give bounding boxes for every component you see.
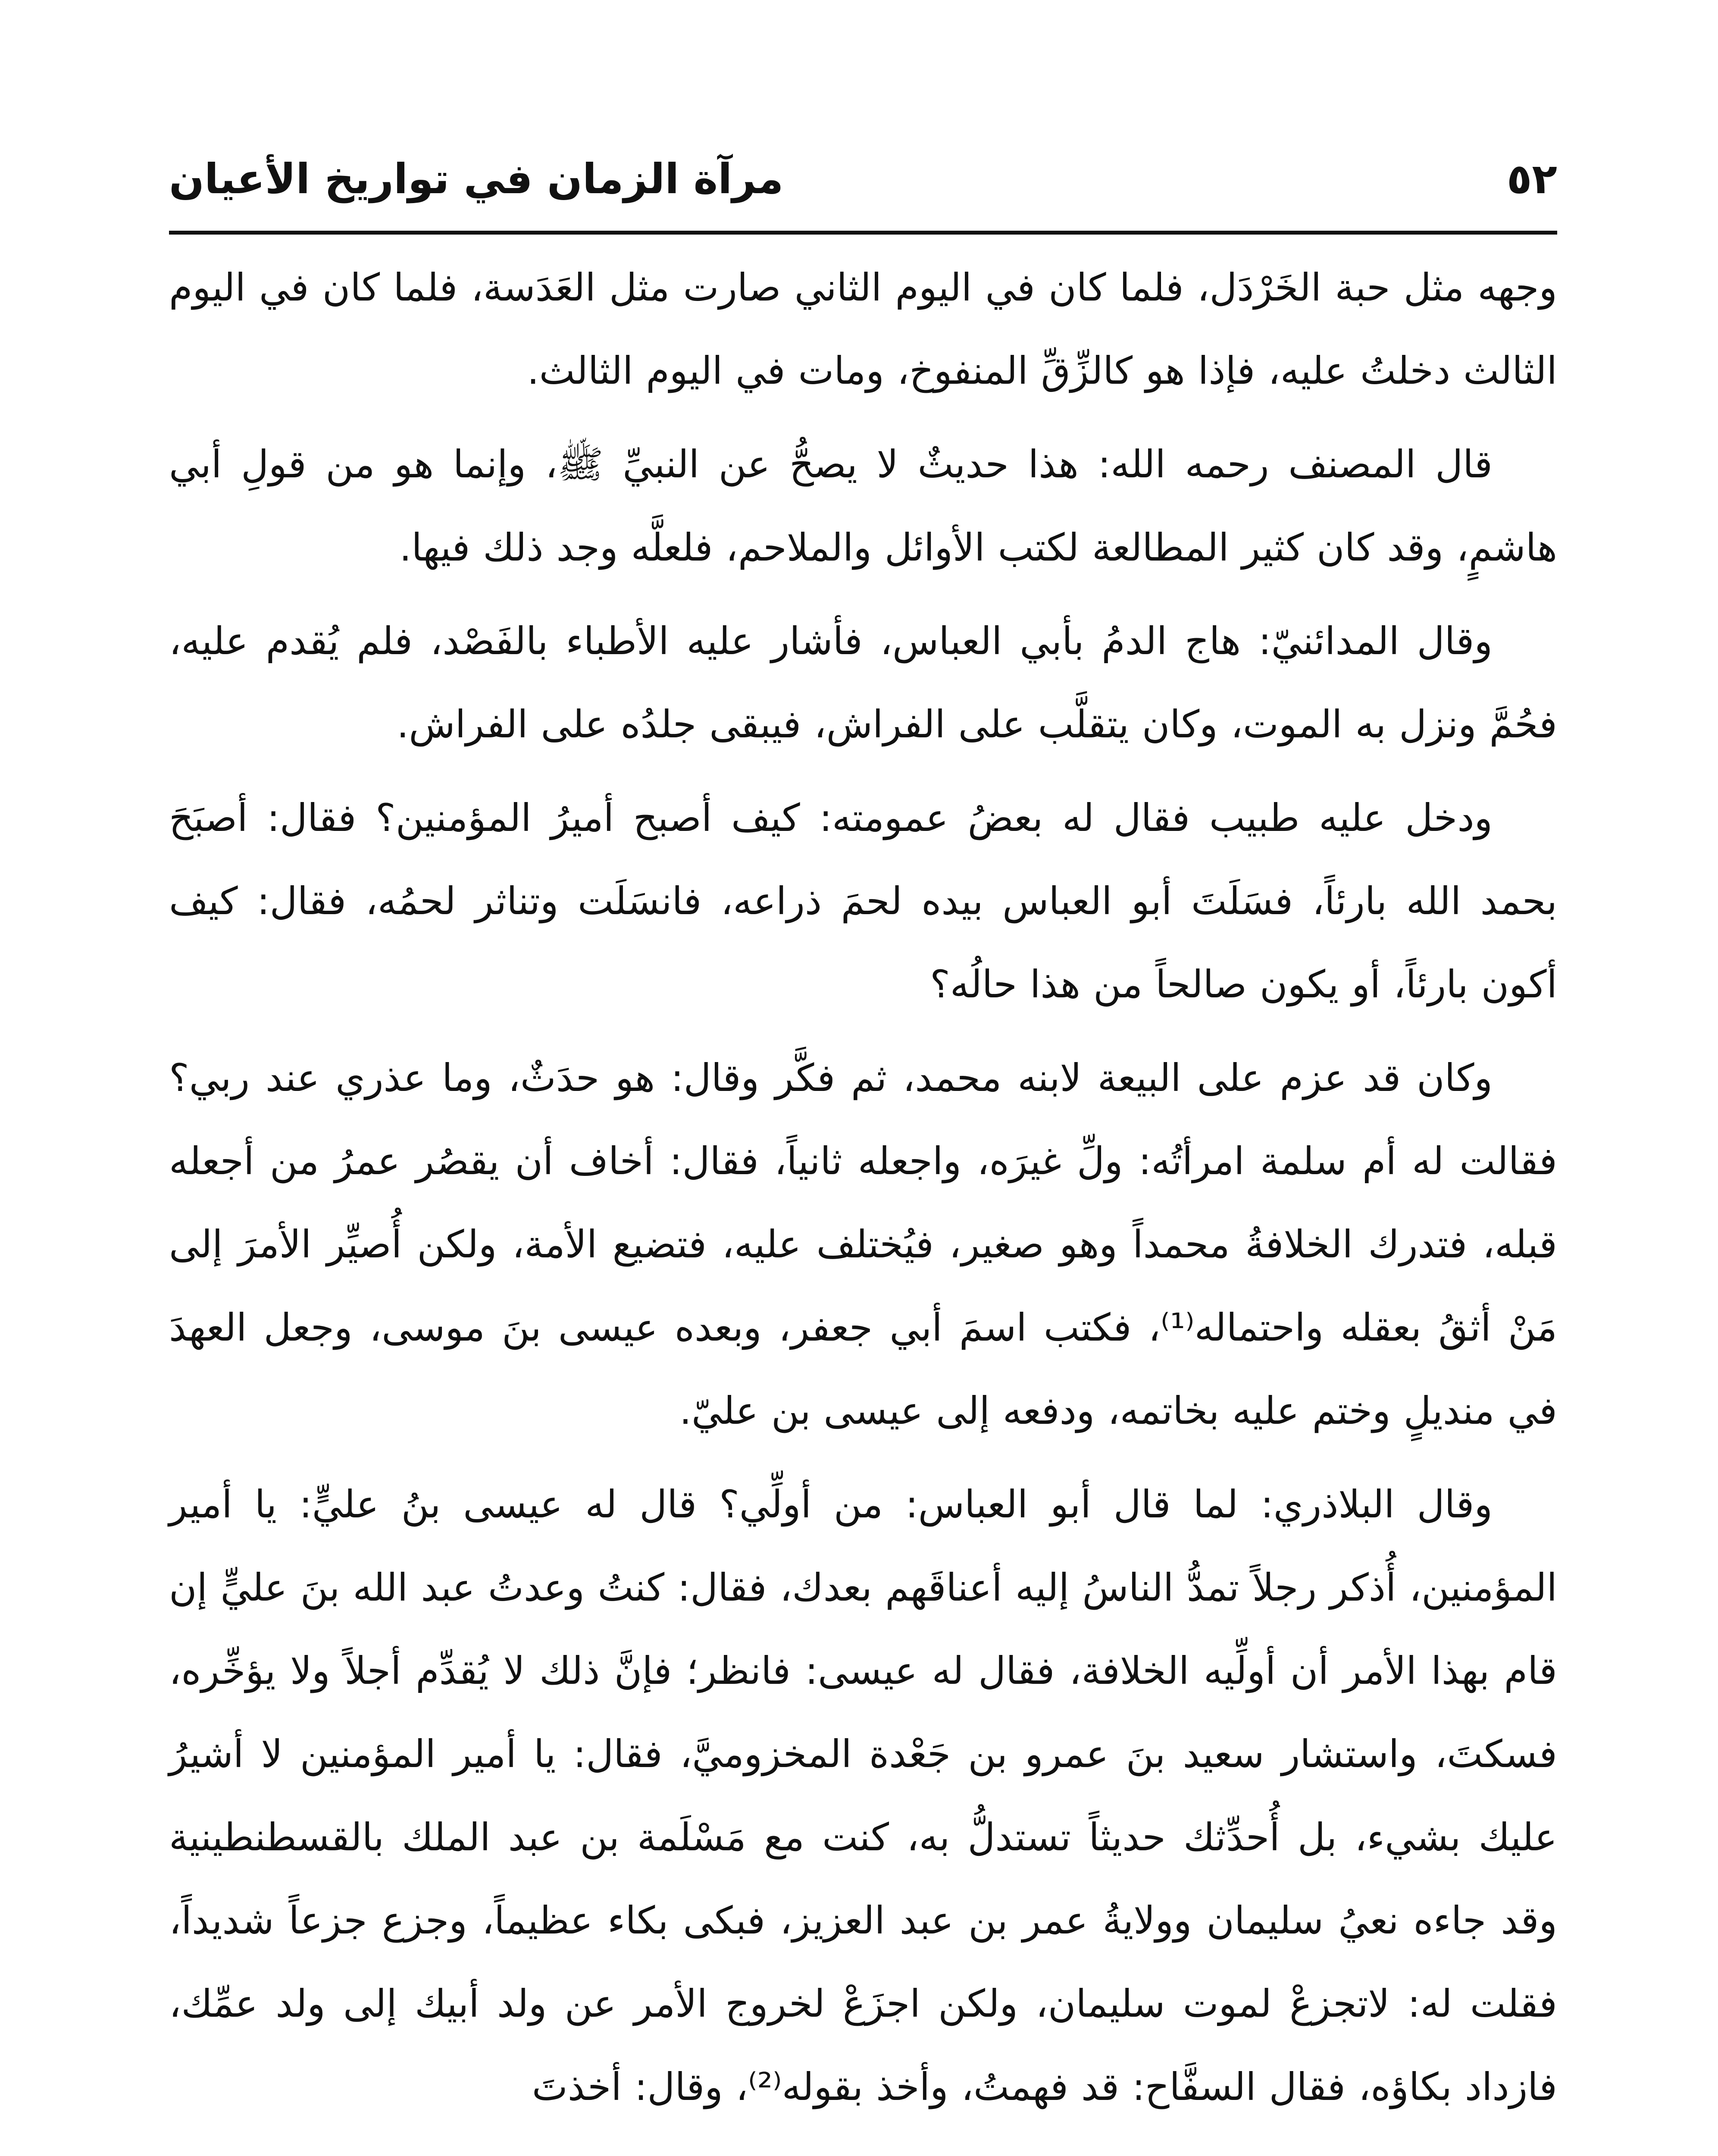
page-header	[169, 147, 1557, 211]
paragraph: وقال البلاذري: لما قال أبو العباس: من أولِّي؟ قال له عيسى بنُ عليٍّ: يا أمير المؤمنين، أُذكر رجلاً تمدُّ الناسُ إليه أعناقَهم بعدك، فقال: كنتُ وعدتُ عبد الله بنَ عليٍّ إن قام بهذا الأمر أن أولِّيه الخلافة، فقال له عيسى: فانظر؛ فإنَّ ذلك لا يُقدِّم أجلاً ولا يؤخِّره، فسكتَ، واستشار سعيد بنَ عمرو بن جَعْدة المخزوميَّ، فقال: يا أمير المؤمنين لا أشيرُ عليك بشيء، بل أُحدِّثك حديثاً تستدلُّ به، كنت مع مَسْلَمة بن عبد الملك بالقسطنطينية وقد جاءه نعيُ سليمان وولايةُ عمر بن عبد العزيز، فبكى بكاء عظيماً، وجزع جزعاً شديداً، فقلت له: لاتجزعْ لموت سليمان، ولكن اجزَعْ لخروج الأمر عن ولد أبيك إلى ولد عمِّك، فازداد بكاؤه، فقال السفَّاح: قد فهمتُ، وأخذ بقوله⁽²⁾، وقال: أخذتَ	[169, 1482, 1557, 2109]
paragraph: قال المصنف رحمه الله: هذا حديثٌ لا يصحُّ عن النبيِّ ﷺ، وإنما هو من قولِ أبي هاشمٍ، وقد كان كثير المطالعة لكتب الأوائل والملاحم، فلعلَّه وجد ذلك فيها.	[169, 442, 1557, 570]
running-title: مرآة الزمان في تواريخ الأعيان	[169, 155, 784, 203]
header-rule	[169, 231, 1557, 235]
paragraph: وقال المدائنيّ: هاج الدمُ بأبي العباس، فأشار عليه الأطباء بالفَصْد، فلم يُقدم عليه، فحُمَّ ونزل به الموت، وكان يتقلَّب على الفراش، فيبقى جلدُه على الفراش.	[169, 619, 1557, 746]
paragraph: ودخل عليه طبيب فقال له بعضُ عمومته: كيف أصبح أميرُ المؤمنين؟ فقال: أصبَحَ بحمد الله بارئاً، فسَلَتَ أبو العباس بيده لحمَ ذراعه، فانسَلَت وتناثر لحمُه، فقال: كيف أكون بارئاً، أو يكون صالحاً من هذا حالُه؟	[169, 796, 1557, 1006]
page-number: ٥٢	[1506, 155, 1557, 203]
main-text	[169, 246, 1557, 2139]
paragraph: وجهه مثل حبة الخَرْدَل، فلما كان في اليوم الثاني صارت مثل العَدَسة، فلما كان في اليوم الثالث دخلتُ عليه، فإذا هو كالزِّقِّ المنفوخ، ومات في اليوم الثالث.	[169, 265, 1557, 393]
book-page	[169, 138, 1557, 2156]
paragraph: وكان قد عزم على البيعة لابنه محمد، ثم فكَّر وقال: هو حدَثٌ، وما عذري عند ربي؟ فقالت له أم سلمة امرأتُه: ولِّ غيرَه، واجعله ثانياً، فقال: أخاف أن يقصُر عمرُ من أجعله قبله، فتدرك الخلافةُ محمداً وهو صغير، فيُختلف عليه، فتضيع الأمة، ولكن أُصيِّر الأمرَ إلى مَنْ أثقُ بعقله واحتماله⁽¹⁾، فكتب اسمَ أبي جعفر، وبعده عيسى بنَ موسى، وجعل العهدَ في منديلٍ وختم عليه بخاتمه، ودفعه إلى عيسى بن عليّ.	[169, 1056, 1557, 1433]
